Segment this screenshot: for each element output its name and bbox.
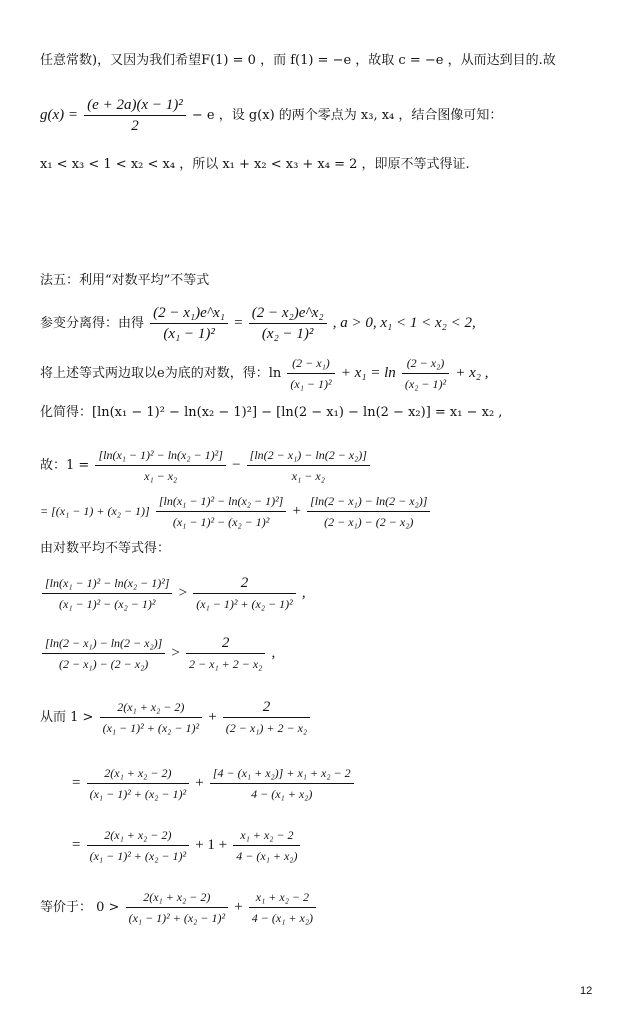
log-fraction-2 — [402, 354, 449, 393]
page-number: 12 — [580, 985, 593, 997]
frac-num: (2 − x₁)e^x₁ — [150, 304, 228, 324]
equiv-fraction-1 — [126, 888, 228, 927]
frac-den: x₁ − x₂ — [291, 469, 325, 483]
ineq2-fraction-2 — [186, 634, 265, 673]
equivalent-lhs: 等价于： 0 > — [40, 900, 120, 915]
expanded-lhs: = [(x₁ − 1) + (x₂ − 1)] — [40, 504, 150, 518]
log-text: 将上述等式两边取以e为底的对数，得：ln — [40, 366, 282, 381]
frac-den: x₁ − x₂ — [144, 469, 178, 483]
separation-fraction-2 — [249, 304, 327, 343]
ineq1-fraction-1 — [42, 574, 172, 613]
frac-den: 4 − (x₁ + x₂) — [251, 911, 313, 925]
one-fraction-2 — [247, 446, 370, 485]
frac-num: [ln(x₁ − 1)² − ln(x₂ − 1)²] — [156, 492, 286, 512]
frac-den: (x₁ − 1)² — [163, 326, 215, 342]
frac-den: 4 − (x₁ + x₂) — [236, 849, 298, 863]
text-line-3 — [40, 156, 470, 174]
frac-den: (x₁ − 1)² — [290, 377, 332, 391]
equation-expanded — [40, 492, 432, 531]
frac-num: x₁ + x₂ − 2 — [233, 826, 300, 846]
one-fraction-1 — [95, 446, 225, 485]
frac-den: (x₁ − 1)² + (x₂ − 1)² — [89, 787, 187, 801]
frac-num: 2(x₁ + x₂ − 2) — [126, 888, 228, 908]
frac-num: [ln(x₁ − 1)² − ln(x₂ − 1)²] — [95, 446, 225, 466]
plus-sign: + — [208, 709, 217, 725]
text-line-1 — [40, 52, 556, 70]
comma: , — [301, 585, 306, 601]
equals-sign: = — [72, 837, 81, 853]
frac-den: (x₁ − 1)² + (x₂ − 1)² — [89, 849, 187, 863]
g-fraction — [84, 96, 186, 135]
step1-fraction-2 — [210, 764, 354, 803]
comma: , — [271, 645, 276, 661]
g-lhs: g(x) = — [40, 107, 79, 123]
minus-sign: − — [232, 457, 241, 473]
g-numerator: (e + 2a)(x − 1)² — [84, 96, 186, 116]
inequality-3 — [40, 698, 312, 737]
ineq2-fraction-1 — [42, 634, 165, 673]
expanded-fraction-2 — [307, 492, 430, 531]
frac-num: 2(x₁ + x₂ − 2) — [87, 764, 189, 784]
frac-num: (2 − x₁) — [287, 354, 334, 374]
expanded-fraction-1 — [156, 492, 286, 531]
frac-den: (x₁ − 1)² − (x₂ − 1)² — [172, 515, 270, 529]
ineq3-fraction-2 — [223, 698, 310, 737]
g-denominator: 2 — [131, 118, 139, 134]
heading-text: 法五：利用“对数平均”不等式 — [40, 273, 210, 288]
frac-num: 2 — [186, 634, 265, 654]
frac-den: (x₁ − 1)² + (x₂ − 1)² — [196, 597, 293, 611]
frac-num: x₁ + x₂ − 2 — [249, 888, 316, 908]
log-end: + x₂ , — [455, 365, 489, 381]
frac-num: [ln(2 − x₁) − ln(2 − x₂)] — [247, 446, 370, 466]
equiv-fraction-2 — [249, 888, 316, 927]
g-rest: − e ，设 g(x) 的两个零点为 x₃, x₄ ，结合图像可知： — [191, 108, 503, 123]
frac-num: (2 − x₂) — [402, 354, 449, 374]
separation-label: 参变分离得：由得 — [40, 316, 145, 331]
equation-one — [40, 446, 372, 485]
therefore-lhs: 从而 1 > — [40, 710, 94, 725]
frac-den: (x₁ − 1)² + (x₂ − 1)² — [128, 911, 226, 925]
equation-separation — [40, 304, 476, 343]
frac-den: (x₂ − 1)² — [404, 377, 447, 391]
equation-g — [40, 96, 502, 135]
frac-num: [4 − (x₁ + x₂)] + x₁ + x₂ − 2 — [210, 764, 354, 784]
frac-den: (x₁ − 1)² − (x₂ − 1)² — [59, 597, 156, 611]
frac-num: 2 — [223, 698, 310, 718]
equation-log — [40, 354, 488, 393]
plus-one: + 1 + — [195, 837, 228, 853]
frac-num: [ln(2 − x₁) − ln(2 − x₂)] — [42, 634, 165, 654]
simplified-text: 化简得：[ln(x₁ − 1)² − ln(x₂ − 1)²] − [ln(2 − x₁) − ln(2 − x₂)] = x₁ − x₂ , — [40, 405, 503, 420]
separation-conditions: , a > 0, x₁ < 1 < x₂ < 2, — [332, 315, 476, 331]
log-mean-text: 由对数平均不等式得： — [40, 541, 171, 556]
frac-den: (2 − x₁) − (2 − x₂) — [324, 515, 414, 529]
frac-den: 2 − x₁ + 2 − x₂ — [189, 657, 263, 671]
inequality-chain: x₁ < x₃ < 1 < x₂ < x₄ ，所以 x₁ + x₂ < x₃ + x₄ = 2 ，即原不等式得证. — [40, 157, 470, 172]
frac-den: 4 − (x₁ + x₂) — [251, 787, 313, 801]
step1-fraction-1 — [87, 764, 189, 803]
frac-den: (x₂ − 1)² — [261, 326, 314, 342]
log-middle: + x₁ = ln — [340, 365, 396, 381]
frac-num: [ln(x₁ − 1)² − ln(x₂ − 1)²] — [42, 574, 172, 594]
equation-equivalent — [40, 888, 318, 927]
plus-sign: + — [234, 899, 243, 915]
text-log-mean — [40, 540, 170, 558]
sentence-conclusion: 任意常数)，又因为我们希望F(1) = 0 ，而 f(1) = −e ，故取 c = −e ，从而达到目的.故 — [40, 53, 556, 68]
equals-sign: = — [234, 315, 243, 331]
separation-fraction-1 — [150, 304, 228, 343]
inequality-2 — [40, 634, 275, 673]
frac-num: 2(x₁ + x₂ − 2) — [100, 698, 202, 718]
greater-sign: > — [178, 585, 188, 601]
equation-step-2 — [72, 826, 302, 865]
frac-num: [ln(2 − x₁) − ln(2 − x₂)] — [307, 492, 430, 512]
frac-den: (x₁ − 1)² + (x₂ − 1)² — [102, 721, 200, 735]
frac-num: 2(x₁ + x₂ − 2) — [87, 826, 189, 846]
frac-num: 2 — [193, 574, 295, 594]
log-fraction-1 — [287, 354, 334, 393]
step2-fraction-1 — [87, 826, 189, 865]
ineq3-fraction-1 — [100, 698, 202, 737]
plus-sign: + — [292, 503, 301, 519]
frac-den: (2 − x₁) − (2 − x₂) — [59, 657, 149, 671]
frac-den: (2 − x₁) + 2 − x₂ — [225, 721, 308, 735]
greater-sign: > — [171, 645, 180, 661]
equation-simplified — [40, 404, 502, 422]
inequality-1 — [40, 574, 306, 613]
one-lhs: 故：1 = — [40, 458, 90, 473]
equation-step-1 — [72, 764, 356, 803]
step2-fraction-2 — [233, 826, 300, 865]
method-five-heading — [40, 272, 209, 290]
plus-sign: + — [195, 775, 204, 791]
ineq1-fraction-2 — [193, 574, 295, 613]
equals-sign: = — [72, 775, 81, 791]
frac-num: (2 − x₂)e^x₂ — [249, 304, 327, 324]
